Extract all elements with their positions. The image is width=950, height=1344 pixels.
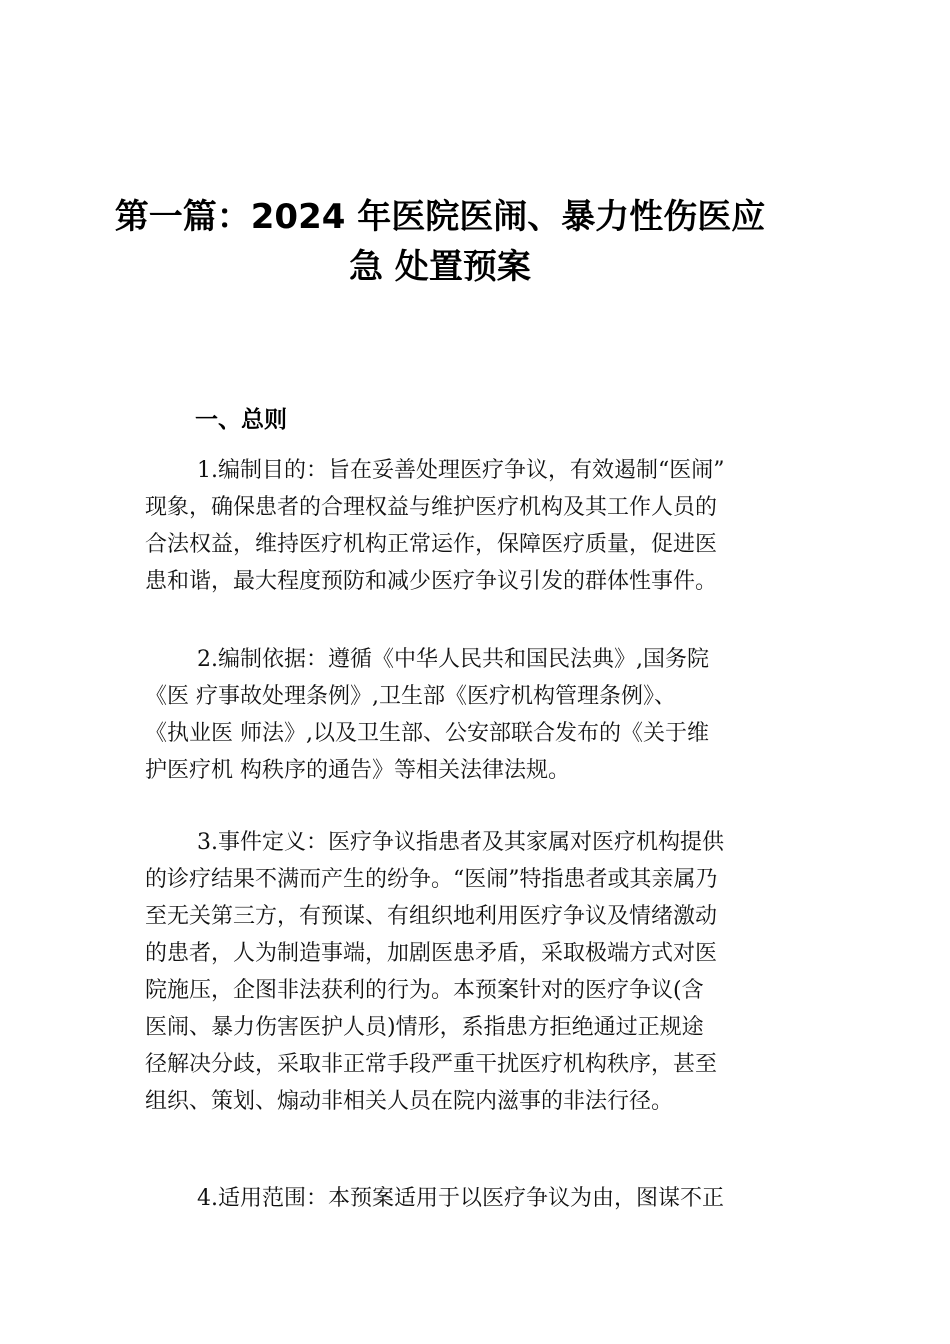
paragraph-line: 1.编制目的：旨在妥善处理医疗争议，有效遏制“医闹” [197, 458, 725, 483]
paragraph-line: 3.事件定义：医疗争议指患者及其家属对医疗机构提供 [197, 830, 724, 855]
paragraph-line: 护医疗机 构秩序的通告》等相关法律法规。 [145, 758, 570, 783]
paragraph-purpose [145, 452, 810, 600]
paragraph-line: 组织、策划、煽动非相关人员在院内滋事的非法行径。 [145, 1089, 674, 1114]
paragraph-line: 《执业医 师法》,以及卫生部、公安部联合发布的《关于维 [145, 721, 709, 746]
paragraph-line: 《医 疗事故处理条例》,卫生部《医疗机构管理条例》、 [145, 684, 676, 709]
section-heading-general: 一、总则 [195, 407, 287, 433]
paragraph-line: 院施压，企图非法获利的行为。本预案针对的医疗争议(含 [145, 978, 704, 1003]
paragraph-line: 的患者，人为制造事端，加剧医患矛盾，采取极端方式对医 [145, 941, 718, 966]
paragraph-definition [145, 824, 810, 1120]
paragraph-line: 患和谐，最大程度预防和减少医疗争议引发的群体性事件。 [145, 569, 718, 594]
document-title-line-1: 第一篇：2024 年医院医闹、暴力性伤医应 [114, 197, 766, 237]
paragraph-line: 现象，确保患者的合理权益与维护医疗机构及其工作人员的 [145, 495, 718, 520]
paragraph-line: 至无关第三方，有预谋、有组织地利用医疗争议及情绪激动 [145, 904, 718, 929]
paragraph-line: 2.编制依据：遵循《中华人民共和国民法典》,国务院 [197, 647, 709, 672]
document-title-line-2: 急 处置预案 [349, 247, 531, 287]
paragraph-line: 4.适用范围：本预案适用于以医疗争议为由，图谋不正 [197, 1186, 724, 1211]
paragraph-scope [145, 1180, 810, 1217]
paragraph-line: 径解决分歧，采取非正常手段严重干扰医疗机构秩序，甚至 [145, 1052, 718, 1077]
paragraph-line: 的诊疗结果不满而产生的纷争。“医闹”特指患者或其亲属乃 [145, 867, 718, 892]
paragraph-line: 合法权益，维持医疗机构正常运作，保障医疗质量，促进医 [145, 532, 718, 557]
paragraph-line: 医闹、暴力伤害医护人员)情形，系指患方拒绝通过正规途 [145, 1015, 704, 1040]
paragraph-basis [145, 641, 810, 789]
